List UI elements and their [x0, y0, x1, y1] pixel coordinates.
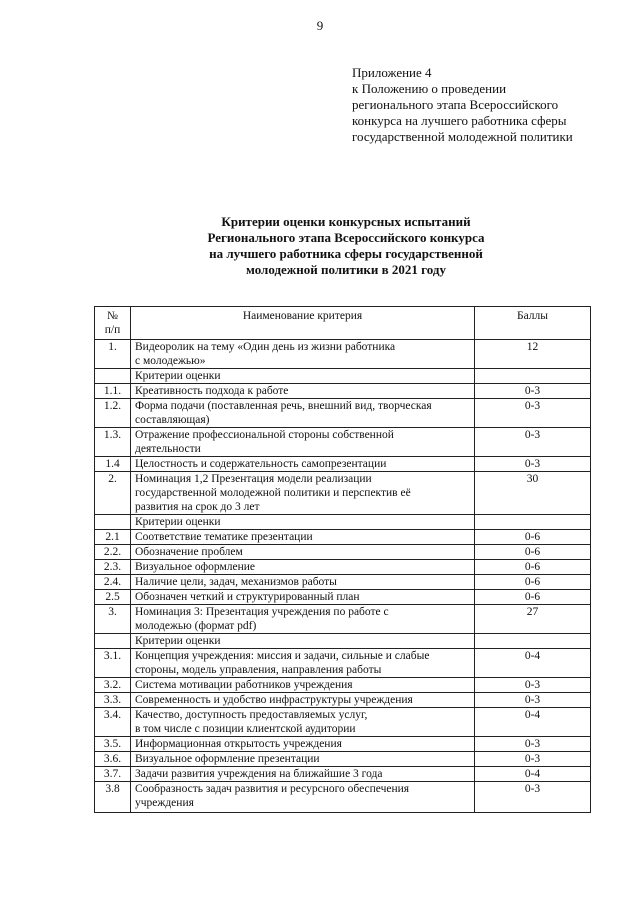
- criterion-name-line: Система мотивации работников учреждения: [135, 679, 353, 691]
- document-title: [90, 214, 602, 278]
- table-row: [95, 590, 591, 605]
- table-row: [95, 560, 591, 575]
- criterion-name: [131, 752, 475, 767]
- criterion-number: 2.1: [95, 530, 131, 545]
- criterion-score: 0-3: [475, 399, 591, 428]
- criterion-name: [131, 782, 475, 813]
- criterion-name: [131, 693, 475, 708]
- criterion-number: 2.4.: [95, 575, 131, 590]
- criterion-name-line: молодежью (формат pdf): [135, 620, 257, 632]
- table-header-row: [95, 307, 591, 340]
- table-row: [95, 634, 591, 649]
- criterion-name: [131, 457, 475, 472]
- criteria-table-body: [95, 340, 591, 813]
- criterion-score: 30: [475, 472, 591, 515]
- header-number-line: №: [107, 310, 118, 322]
- table-row: [95, 472, 591, 515]
- criterion-name-line: Концепция учреждения: миссия и задачи, сильные и слабые: [135, 650, 430, 662]
- table-row: [95, 605, 591, 634]
- criterion-name-line: Критерии оценки: [135, 370, 221, 382]
- table-row: [95, 575, 591, 590]
- page-number: 9: [316, 18, 324, 33]
- criterion-name-line: Обозначен четкий и структурированный план: [135, 591, 360, 603]
- criterion-number: [95, 515, 131, 530]
- criterion-score: 0-3: [475, 693, 591, 708]
- criterion-name-line: в том числе с позиции клиентской аудитории: [135, 723, 356, 735]
- table-row: [95, 767, 591, 782]
- criterion-name-line: Креативность подхода к работе: [135, 385, 289, 397]
- criterion-name-line: составляющая): [135, 414, 210, 426]
- criterion-score: 0-3: [475, 737, 591, 752]
- table-row: [95, 340, 591, 369]
- criterion-score: 0-4: [475, 649, 591, 678]
- table-row: [95, 752, 591, 767]
- table-row: [95, 545, 591, 560]
- criterion-name-line: Задачи развития учреждения на ближайшие 3 года: [135, 768, 383, 780]
- criterion-name: [131, 369, 475, 384]
- criterion-number: 3.1.: [95, 649, 131, 678]
- criterion-name-line: Отражение профессиональной стороны собственной: [135, 429, 394, 441]
- title-line: Регионального этапа Всероссийского конкурса: [207, 230, 485, 245]
- criterion-number: 1.1.: [95, 384, 131, 399]
- criterion-name-line: Современность и удобство инфраструктуры учреждения: [135, 694, 413, 706]
- criterion-name-line: Обозначение проблем: [135, 546, 243, 558]
- criterion-name: [131, 340, 475, 369]
- criterion-name-line: учреждения: [135, 797, 194, 809]
- title-line: молодежной политики в 2021 году: [246, 262, 446, 277]
- criterion-score: [475, 515, 591, 530]
- criterion-number: [95, 369, 131, 384]
- appendix-line: к Положению о проведении: [352, 81, 507, 96]
- criterion-name: [131, 649, 475, 678]
- criterion-name: [131, 472, 475, 515]
- criterion-score: 0-6: [475, 545, 591, 560]
- criterion-name-line: Информационная открытость учреждения: [135, 738, 342, 750]
- table-row: [95, 649, 591, 678]
- criterion-score: [475, 369, 591, 384]
- criterion-name: [131, 590, 475, 605]
- criterion-number: 3.2.: [95, 678, 131, 693]
- criteria-table: [94, 306, 591, 813]
- criterion-number: 3.3.: [95, 693, 131, 708]
- criterion-name: [131, 767, 475, 782]
- criterion-name: [131, 384, 475, 399]
- criterion-score: 0-6: [475, 575, 591, 590]
- title-line: Критерии оценки конкурсных испытаний: [221, 214, 471, 229]
- criterion-score: 0-3: [475, 678, 591, 693]
- appendix-line: государственной молодежной политики: [352, 129, 573, 144]
- criterion-number: 1.3.: [95, 428, 131, 457]
- criterion-name: [131, 515, 475, 530]
- table-row: [95, 399, 591, 428]
- criterion-name: [131, 530, 475, 545]
- criterion-score: 0-6: [475, 590, 591, 605]
- criterion-number: 2.5: [95, 590, 131, 605]
- appendix-line: регионального этапа Всероссийского: [352, 97, 559, 112]
- criterion-number: 3.6.: [95, 752, 131, 767]
- criterion-score: [475, 634, 591, 649]
- header-number: [95, 307, 131, 340]
- criterion-name: [131, 605, 475, 634]
- criterion-number: 3.4.: [95, 708, 131, 737]
- criterion-name-line: Видеоролик на тему «Один день из жизни работника: [135, 341, 396, 353]
- criterion-name-line: Целостность и содержательность самопрезентации: [135, 458, 387, 470]
- criterion-name-line: государственной молодежной политики и перспектив её: [135, 487, 411, 499]
- appendix-note: [352, 65, 622, 145]
- appendix-line: конкурса на лучшего работника сферы: [352, 113, 567, 128]
- header-number-line: п/п: [104, 324, 121, 336]
- criterion-score: 0-6: [475, 530, 591, 545]
- criterion-name-line: развития на срок до 3 лет: [135, 501, 260, 513]
- table-row: [95, 428, 591, 457]
- criterion-score: 27: [475, 605, 591, 634]
- criterion-number: 2.3.: [95, 560, 131, 575]
- criterion-name-line: Качество, доступность предоставляемых услуг,: [135, 709, 368, 721]
- criterion-name-line: Номинация 1,2 Презентация модели реализации: [135, 473, 372, 485]
- criterion-name: [131, 560, 475, 575]
- criterion-number: 3.7.: [95, 767, 131, 782]
- criterion-name: [131, 575, 475, 590]
- criterion-number: 3.8: [95, 782, 131, 813]
- criterion-name: [131, 708, 475, 737]
- criterion-number: 3.: [95, 605, 131, 634]
- table-row: [95, 737, 591, 752]
- criterion-score: 0-3: [475, 782, 591, 813]
- table-row: [95, 515, 591, 530]
- criterion-number: 1.: [95, 340, 131, 369]
- criterion-name-line: Сообразность задач развития и ресурсного обеспечения: [135, 783, 410, 795]
- criterion-number: 2.2.: [95, 545, 131, 560]
- criterion-name: [131, 399, 475, 428]
- header-score: Баллы: [475, 307, 591, 340]
- criterion-name-line: Соответствие тематике презентации: [135, 531, 313, 543]
- criterion-name-line: Визуальное оформление: [135, 561, 255, 573]
- header-criterion-name: Наименование критерия: [131, 307, 475, 340]
- table-row: [95, 530, 591, 545]
- criterion-name: [131, 634, 475, 649]
- criterion-score: 0-3: [475, 457, 591, 472]
- criterion-name-line: Форма подачи (поставленная речь, внешний вид, творческая: [135, 400, 432, 412]
- criterion-name-line: стороны, модель управления, направления работы: [135, 664, 382, 676]
- criterion-number: 2.: [95, 472, 131, 515]
- criterion-score: 0-3: [475, 384, 591, 399]
- criterion-name-line: Номинация 3: Презентация учреждения по работе с: [135, 606, 389, 618]
- criterion-name: [131, 737, 475, 752]
- criterion-score: 0-3: [475, 428, 591, 457]
- criterion-number: [95, 634, 131, 649]
- table-row: [95, 457, 591, 472]
- criterion-name-line: деятельности: [135, 443, 201, 455]
- criterion-number: 3.5.: [95, 737, 131, 752]
- criterion-name-line: с молодежью»: [135, 355, 206, 367]
- table-row: [95, 708, 591, 737]
- title-line: на лучшего работника сферы государственной: [209, 246, 483, 261]
- table-row: [95, 693, 591, 708]
- criterion-name-line: Критерии оценки: [135, 635, 221, 647]
- table-row: [95, 384, 591, 399]
- criterion-score: 0-3: [475, 752, 591, 767]
- criterion-number: 1.4: [95, 457, 131, 472]
- criterion-name-line: Критерии оценки: [135, 516, 221, 528]
- criterion-name: [131, 545, 475, 560]
- criterion-name: [131, 428, 475, 457]
- appendix-line: Приложение 4: [352, 65, 432, 80]
- criterion-score: 0-6: [475, 560, 591, 575]
- criterion-score: 12: [475, 340, 591, 369]
- table-row: [95, 782, 591, 813]
- criterion-number: 1.2.: [95, 399, 131, 428]
- criterion-name-line: Визуальное оформление презентации: [135, 753, 320, 765]
- table-row: [95, 369, 591, 384]
- table-row: [95, 678, 591, 693]
- criterion-score: 0-4: [475, 767, 591, 782]
- criterion-score: 0-4: [475, 708, 591, 737]
- criterion-name: [131, 678, 475, 693]
- criterion-name-line: Наличие цели, задач, механизмов работы: [135, 576, 337, 588]
